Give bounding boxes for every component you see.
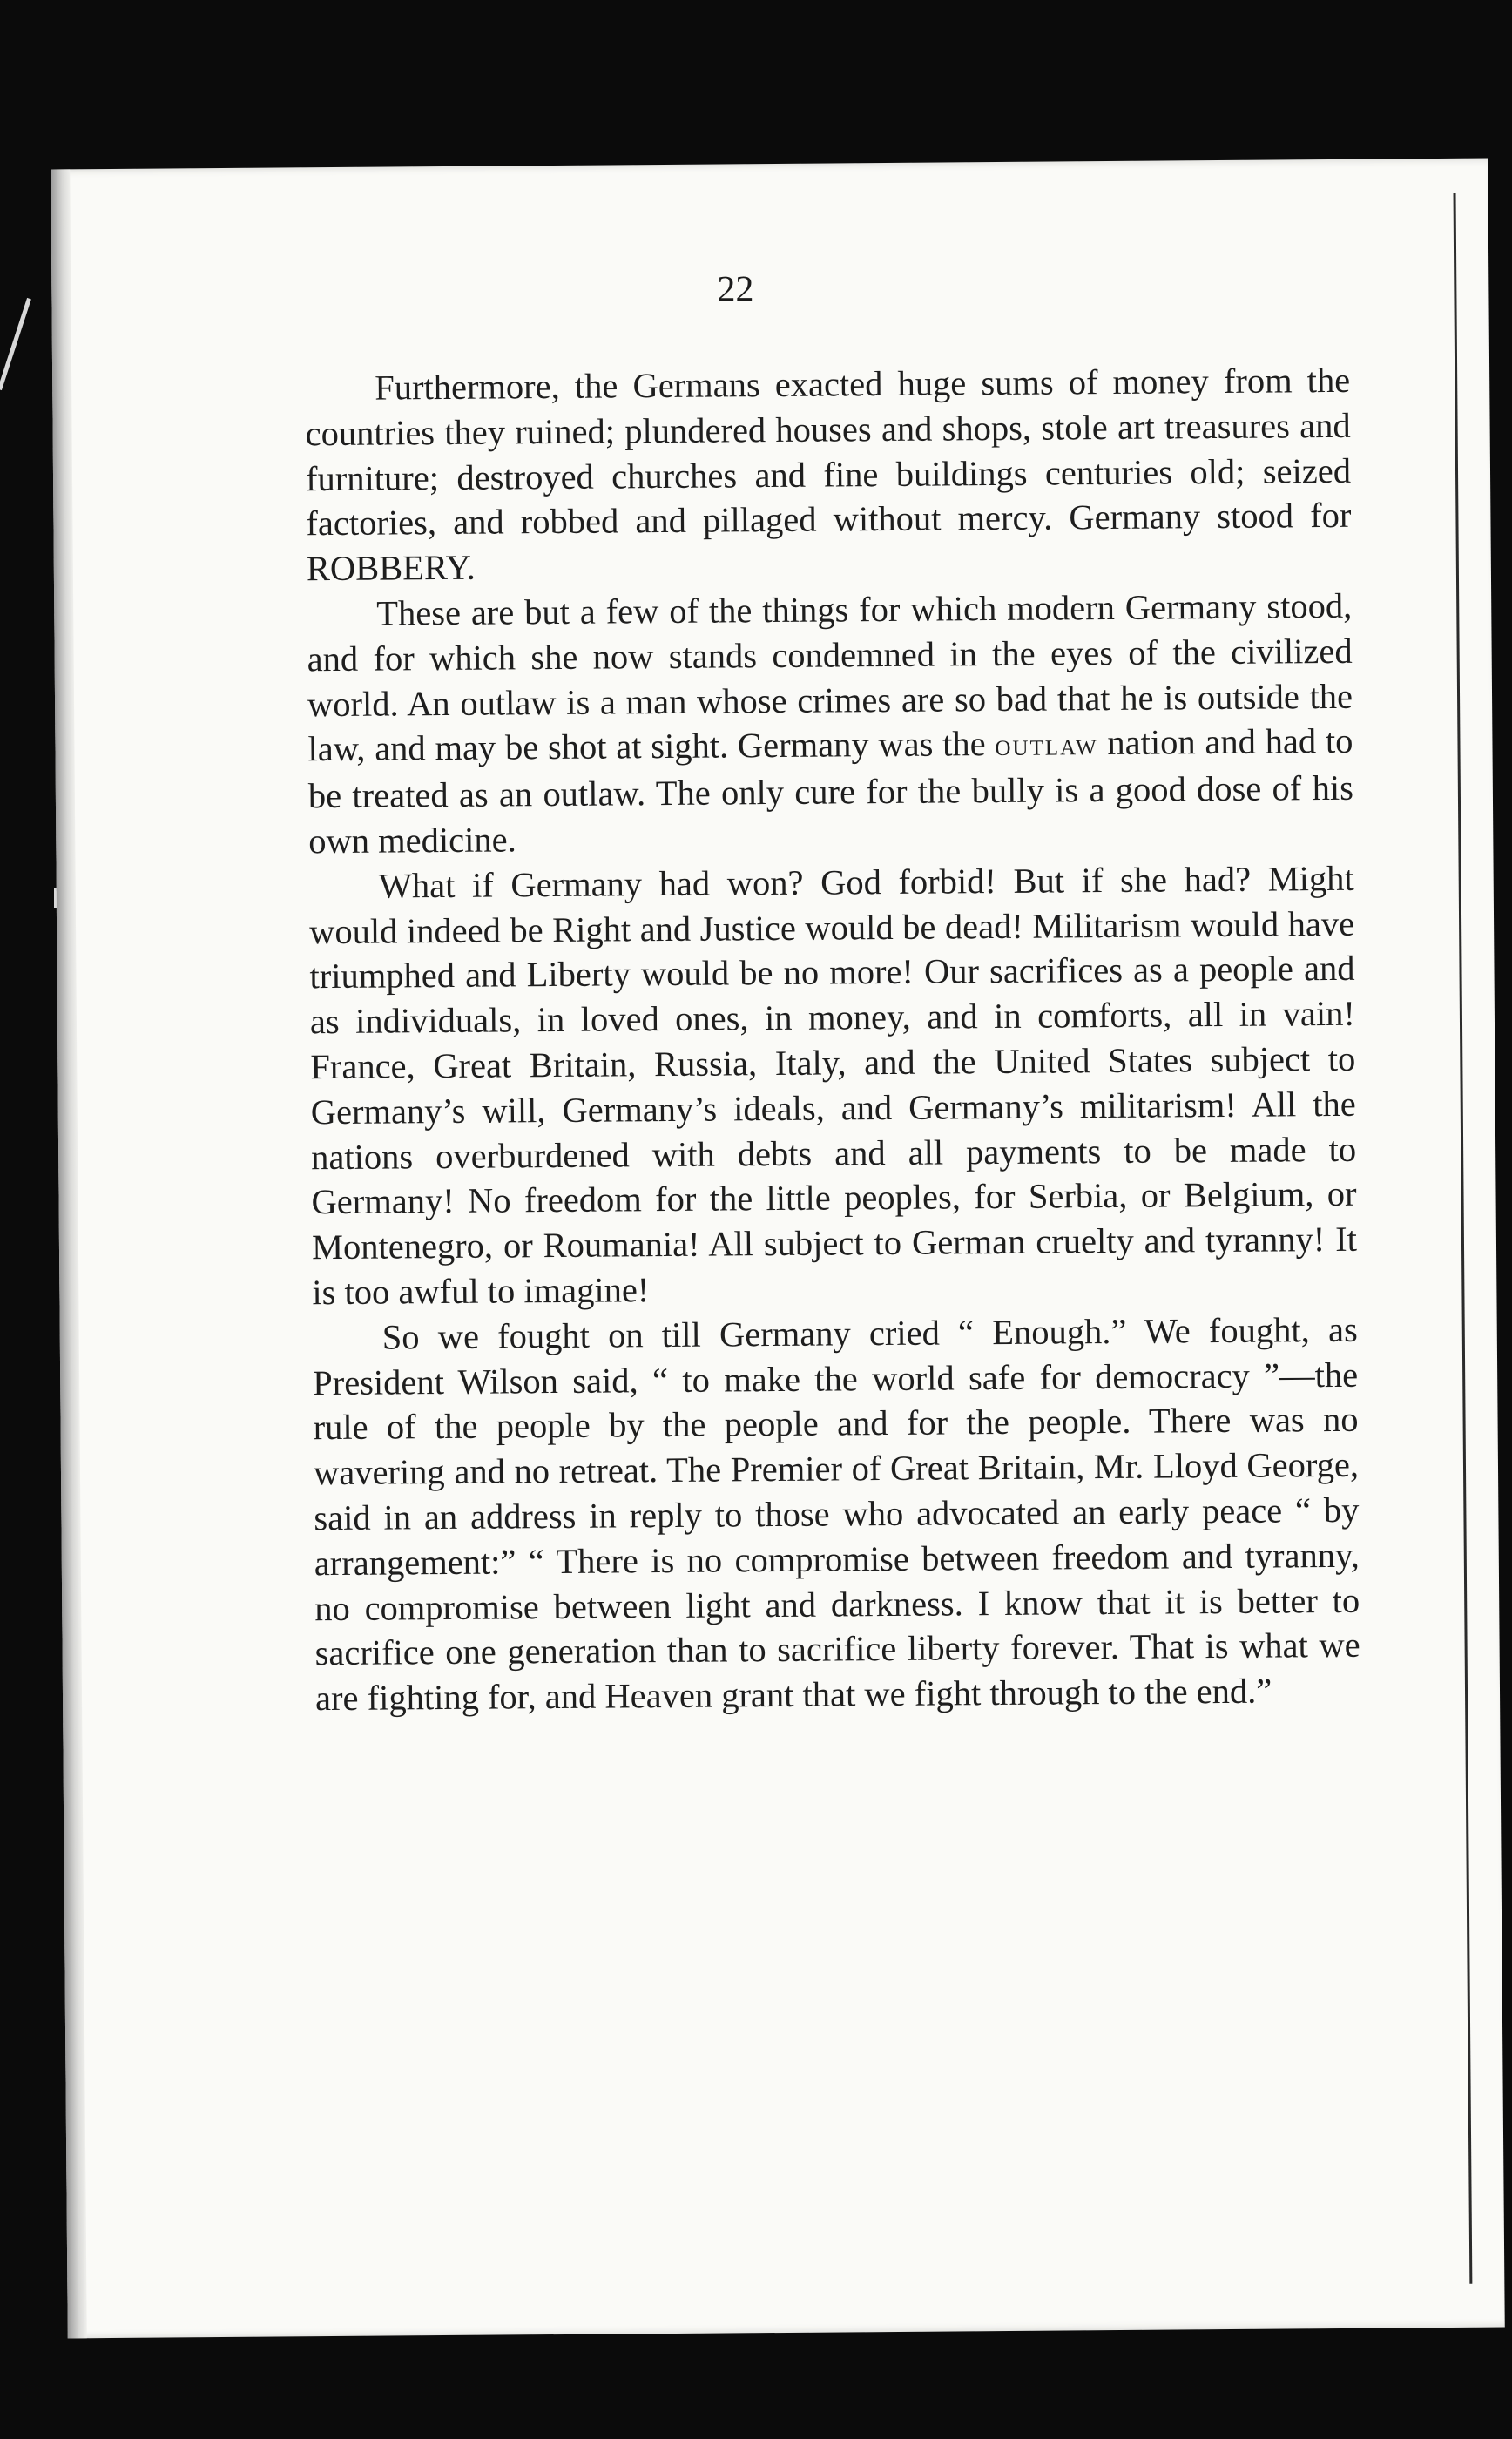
page-gutter-edge [51, 169, 87, 2338]
body-text [305, 358, 1360, 1721]
paragraph-4: So we fought on till Germany cried “ Enough.” We fought, as President Wilson said, “ to make the world safe for democracy ”—the rule of the people by the people and for the people. There was no wavering and no retreat. The Premier of Great Britain, Mr. Lloyd George, said in an address in reply to those who advocated an early peace “ by arrangement:” “ There is no compromise between freedom and tyranny, no compromise between light and darkness. I know that it is better to sacrifice one generation than to sacrifice liberty forever. That is what we are fighting for, and Heaven grant that we fight through to the end.” [313, 1309, 1360, 1719]
page-right-rule [1454, 193, 1473, 2284]
book-page [51, 159, 1505, 2339]
paragraph-3: What if Germany had won? God forbid! But if she had? Might would indeed be Right and Justice would be dead! Militarism would have triumphed and Liberty would be no more! Our sacrifices as a people and as individuals, in loved ones, in money, and in comforts, all in vain! France, Great Britain, Russia, Italy, and the United States subject to Germany’s will, Germany’s ideals, and Germany’s militarism! All the nations overburdened with debts and all payments to be made to Germany! No freedom for the little peoples, for Serbia, or Belgium, or Montenegro, or Roumania! All subject to German cruelty and tyranny! It is too awful to imagine! [308, 858, 1358, 1313]
page-number: 22 [717, 269, 754, 310]
paragraph-1: Furthermore, the Germans exacted huge sums of money from the countries they ruined; plundered houses and shops, stole art treasures and furniture; destroyed churches and fine buildings centuries old; seized factories, and robbed and pillaged without mercy. Germany stood for ROBBERY. [305, 360, 1352, 589]
outlaw-emphasis: outlaw [995, 726, 1098, 763]
paragraph-2: These are but a few of the things for which modern Germany stood, and for which she now stands condemned in the eyes of the civilized world. An outlaw is a man whose crimes are so bad that he is outside the law, and may be shot at sight. Germany was the outlaw nation and had to be treated as an outlaw. The only cure for the bully is a good dose of his own medicine. [307, 585, 1354, 861]
